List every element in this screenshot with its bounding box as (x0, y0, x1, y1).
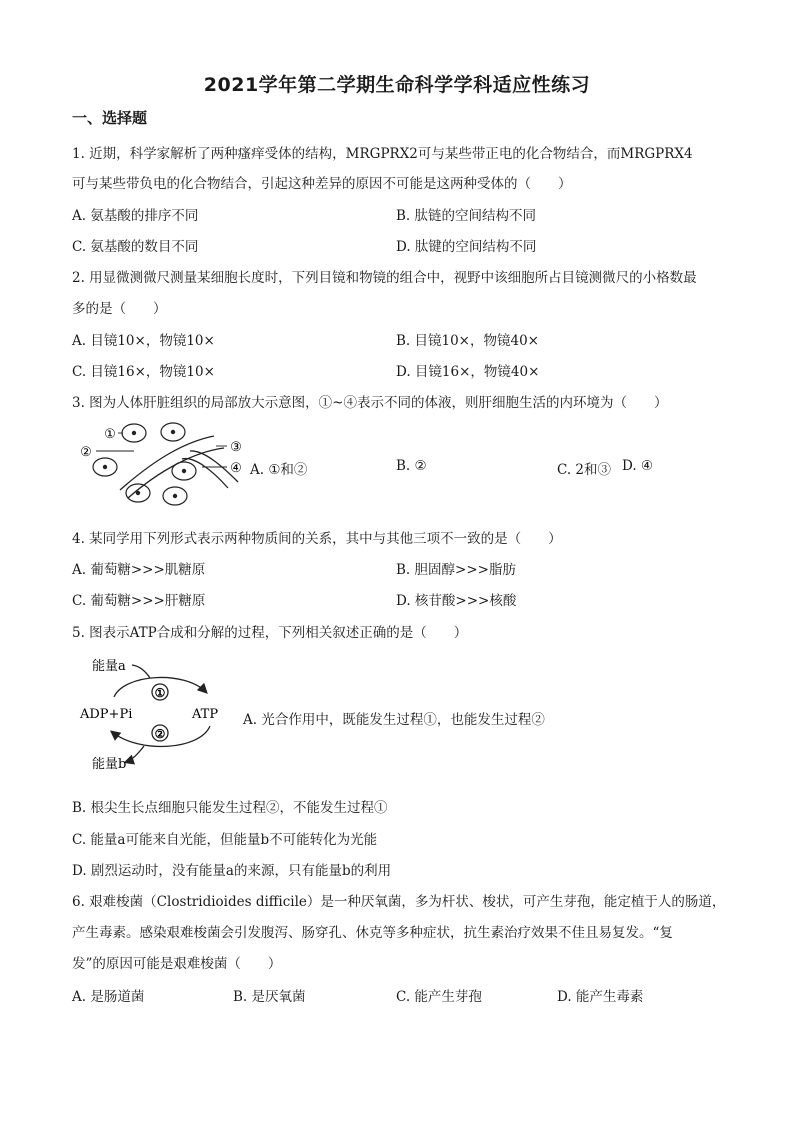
q2-option-b[interactable]: B. 目镜10×，物镜40× (396, 333, 539, 349)
q6-stem-line2: 产生毒素。感染艰难梭菌会引发腹泻、肠穿孔、休克等多种症状，抗生素治疗效果不佳且易复发。“复 (72, 925, 673, 941)
q6-option-d[interactable]: D. 能产生毒素 (557, 989, 644, 1005)
q2-option-d[interactable]: D. 目镜16×，物镜40× (396, 364, 540, 380)
q2-stem-line2: 多的是（ ） (72, 301, 167, 317)
vessel-wall (128, 448, 224, 498)
q2-option-a[interactable]: A. 目镜10×，物镜10× (72, 333, 215, 349)
energy-a-arrow (132, 665, 150, 678)
q4-option-c[interactable]: C. 葡萄糖>>>肝糖原 (72, 593, 206, 609)
q4-option-d[interactable]: D. 核苷酸>>>核酸 (396, 593, 517, 609)
section-heading: 一、选择题 (72, 109, 148, 127)
q3-stem: 3. 图为人体肝脏组织的局部放大示意图，①~④表示不同的体液，则肝细胞生活的内环境为（ ） (72, 395, 668, 411)
energy-b-arrow (126, 746, 144, 762)
q6-option-b[interactable]: B. 是厌氧菌 (233, 989, 306, 1005)
q5-option-a[interactable]: A. 光合作用中，既能发生过程①，也能发生过程② (243, 712, 545, 728)
q5-stem: 5. 图表示ATP合成和分解的过程，下列相关叙述正确的是（ ） (72, 625, 468, 641)
page-title: 2021学年第二学期生命科学学科适应性练习 (203, 74, 591, 96)
energy-a-label: 能量a (92, 659, 126, 674)
label-3: ③ (230, 440, 242, 455)
q4-stem: 4. 某同学用下列形式表示两种物质间的关系，其中与其他三项不一致的是（ ） (72, 531, 562, 547)
q2-option-c[interactable]: C. 目镜16×，物镜10× (72, 364, 215, 380)
q6-option-c[interactable]: C. 能产生芽孢 (396, 989, 482, 1005)
q4-option-a[interactable]: A. 葡萄糖>>>肌糖原 (72, 562, 206, 578)
q3-option-c[interactable]: C. 2和③ (557, 462, 612, 478)
q3-option-a[interactable]: A. ①和② (250, 462, 308, 478)
step1-label: ① (154, 686, 166, 700)
q5-option-d[interactable]: D. 剧烈运动时，没有能量a的来源，只有能量b的利用 (72, 863, 392, 879)
q6-option-a[interactable]: A. 是肠道菌 (72, 989, 145, 1005)
q1-stem-line1: 1. 近期，科学家解析了两种瘙痒受体的结构，MRGPRX2可与某些带正电的化合物结合，而MRGPRX4 (72, 146, 693, 162)
q2-stem-line1: 2. 用显微测微尺测量某细胞长度时，下列目镜和物镜的组合中，视野中该细胞所占目镜测微尺的小格数最 (72, 270, 697, 286)
adp-pi-label: ADP+Pi (80, 707, 133, 722)
q5-option-b[interactable]: B. 根尖生长点细胞只能发生过程②，不能发生过程① (72, 800, 388, 816)
q6-stem-line1: 6. 艰难梭菌（Clostridioides difficile）是一种厌氧菌，多为杆状、梭状，可产生芽孢，能定植于人的肠道， (72, 894, 726, 910)
q1-option-d[interactable]: D. 肽键的空间结构不同 (396, 239, 537, 255)
atp-label: ATP (192, 707, 219, 722)
q1-option-c[interactable]: C. 氨基酸的数目不同 (72, 239, 199, 255)
atp-cycle-diagram (76, 652, 236, 778)
label-1: ① (104, 427, 116, 442)
step2-label: ② (154, 727, 166, 741)
energy-b-label: 能量b (92, 757, 127, 772)
q3-option-b[interactable]: B. ② (396, 458, 427, 474)
q1-option-b[interactable]: B. 肽链的空间结构不同 (396, 208, 537, 224)
label-4: ④ (230, 461, 242, 476)
q6-stem-line3: 发”的原因可能是艰难梭菌（ ） (72, 956, 282, 972)
label-2: ② (80, 445, 92, 460)
q5-option-c[interactable]: C. 能量a可能来自光能，但能量b不可能转化为光能 (72, 832, 378, 848)
q1-option-a[interactable]: A. 氨基酸的排序不同 (72, 208, 199, 224)
liver-tissue-diagram (74, 418, 250, 512)
q3-option-d[interactable]: D. ④ (622, 458, 654, 474)
q4-option-b[interactable]: B. 胆固醇>>>脂肪 (396, 562, 516, 578)
q1-stem-line2: 可与某些带负电的化合物结合，引起这种差异的原因不可能是这两种受体的（ ） (72, 176, 572, 192)
